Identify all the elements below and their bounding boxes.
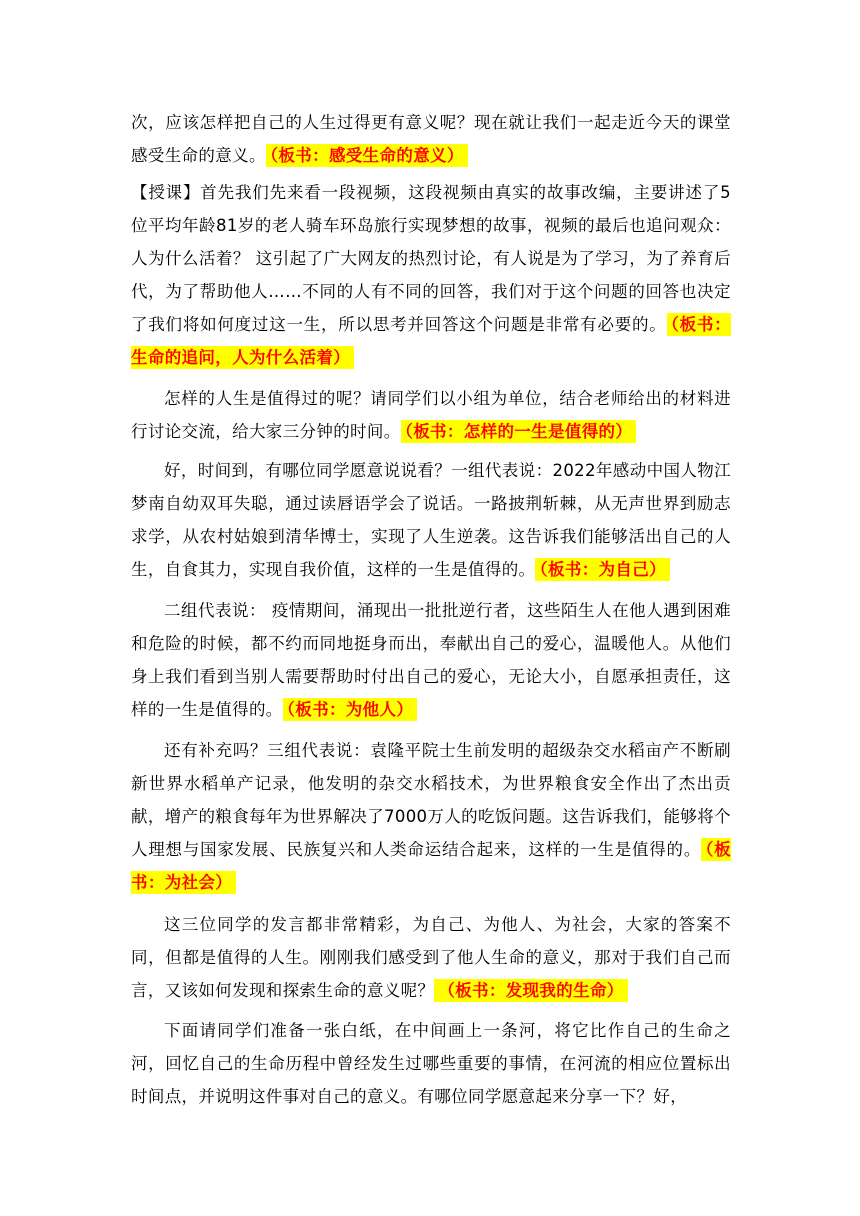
board-note-7: （板书：发现我的生命） — [434, 979, 627, 1002]
paragraph-4-text: 好，时间到，有哪位同学愿意说说看？一组代表说：2022年感动中国人物江梦南自幼双耳失聪，通过读唇语学会了说话。一路披荆斩棘，从无声世界到励志求学，从农村姑娘到清华博士，实现了人生逆袭。这告诉我们能够活出自己的人生，自食其力，实现自我价值，这样的一生是值得的。 — [131, 461, 731, 579]
paragraph-5-text: 二组代表说： 疫情期间，涌现出一批批逆行者，这些陌生人在他人遇到困难和危险的时候，都不约而同地挺身而出，奉献出自己的爱心，温暖他人。从他们身上我们看到当别人需要帮助时付出自己的爱心，无论大小，自愿承担责任，这样的一生是值得的。 — [131, 601, 731, 719]
paragraph-6 — [131, 734, 731, 899]
paragraph-3-text: 怎样的人生是值得过的呢？请同学们以小组为单位，结合老师给出的材料进行讨论交流，给大家三分钟的时间。 — [131, 389, 731, 441]
board-note-3: （板书：怎样的一生是值得的） — [401, 420, 637, 443]
board-note-4: （板书：为自己） — [535, 558, 670, 581]
paragraph-8 — [131, 1014, 731, 1113]
paragraph-7-text: 这三位同学的发言都非常精彩，为自己、为他人、为社会，大家的答案不同，但都是值得的人生。刚刚我们感受到了他人生命的意义，那对于我们自己而言，又该如何发现和探索生命的意义呢？ — [131, 915, 731, 1000]
paragraph-2-text: 【授课】首先我们先来看一段视频，这段视频由真实的故事改编，主要讲述了5位平均年龄81岁的老人骑车环岛旅行实现梦想的故事，视频的最后也追问观众：人为什么活着？ 这引起了广大网友的热烈讨论，有人说是为了学习，为了养育后代，为了帮助他人……不同的人有不同的回答，我们对于这个问题的回答也决定了我们将如何度过这一生，所以思考并回答这个问题是非常有必要的。 — [131, 183, 731, 334]
paragraph-3 — [131, 382, 731, 448]
paragraph-5 — [131, 594, 731, 726]
paragraph-2 — [131, 176, 731, 374]
board-note-1: （板书：感受生命的意义） — [266, 144, 468, 167]
paragraph-8-text: 下面请同学们准备一张白纸，在中间画上一条河，将它比作自己的生命之河，回忆自己的生命历程中曾经发生过哪些重要的事情，在河流的相应位置标出时间点，并说明这件事对自己的意义。有哪位同学愿意起来分享一下？好， — [131, 1021, 731, 1106]
paragraph-1 — [131, 106, 731, 172]
board-note-5: （板书：为他人） — [283, 698, 418, 721]
board-note-6: （板书：为社会） — [131, 840, 731, 892]
paragraph-6-text: 还有补充吗？三组代表说：袁隆平院士生前发明的超级杂交水稻亩产不断刷新世界水稻单产记录，他发明的杂交水稻技术，为世界粮食安全作出了杰出贡献，增产的粮食每年为世界解决了7000万人的吃饭问题。这告诉我们，能够将个人理想与国家发展、民族复兴和人类命运结合起来，这样的一生是值得的。 — [131, 741, 731, 859]
paragraph-7 — [131, 908, 731, 1007]
board-note-2: （板书：生命的追问，人为什么活着） — [131, 315, 731, 367]
paragraph-1-text: 次，应该怎样把自己的人生过得更有意义呢？现在就让我们一起走近今天的课堂感受生命的意义。 — [131, 113, 731, 165]
paragraph-4 — [131, 454, 731, 586]
